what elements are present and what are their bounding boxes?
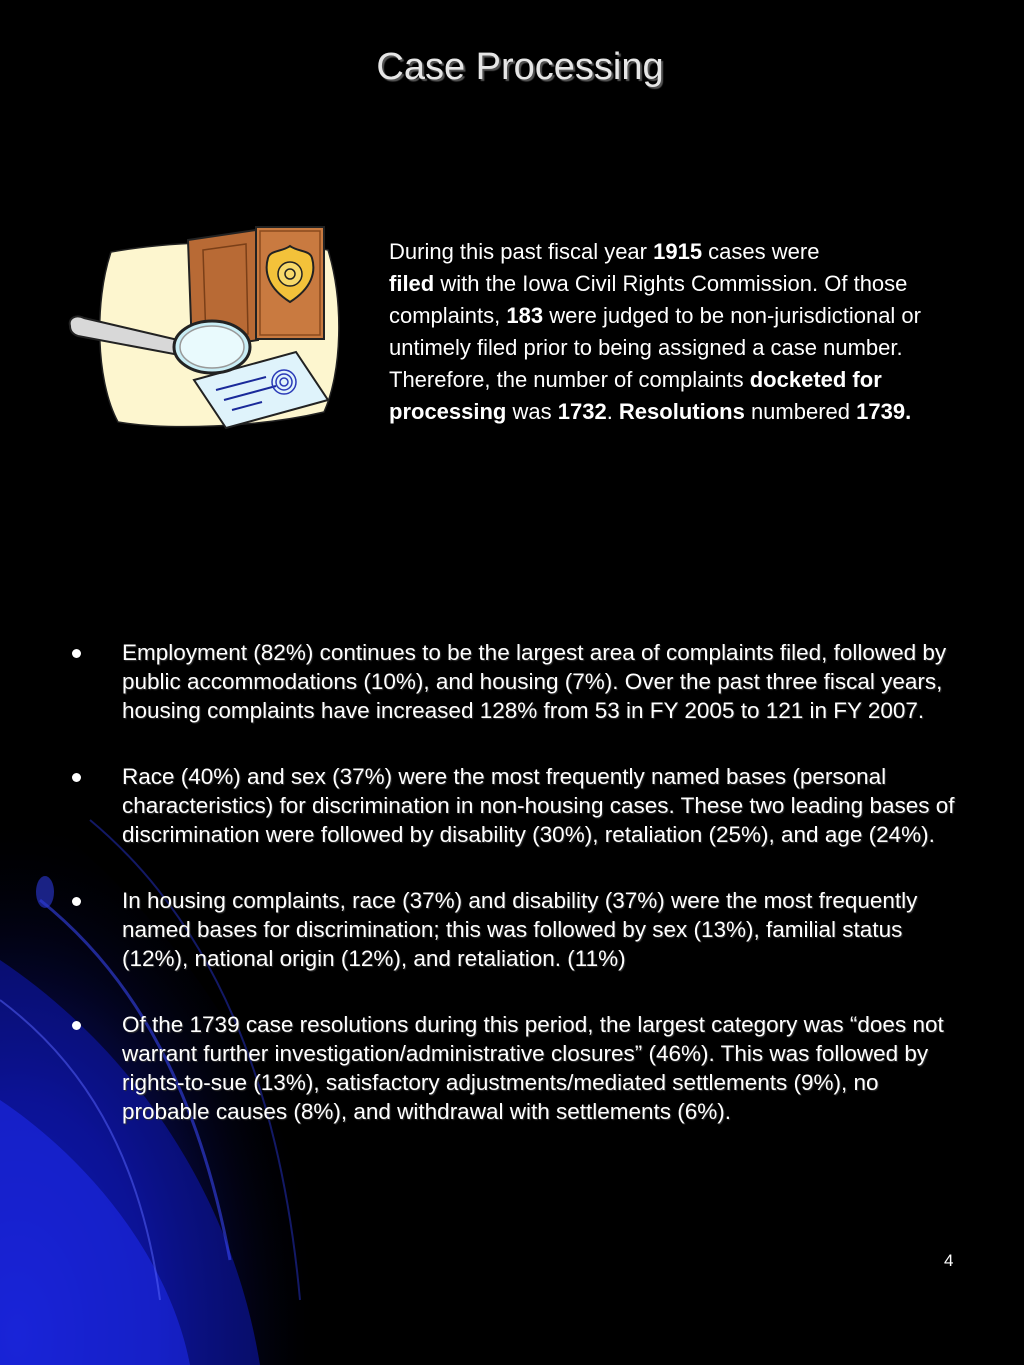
list-item: In housing complaints, race (37%) and disability (37%) were the most frequently named bases for discrimination; this was followed by sex (13%), familial status (12%), national origin (12%), and retaliation. (11%) [70, 886, 970, 973]
intro-paragraph: During this past fiscal year 1915 cases were filed with the Iowa Civil Rights Commission. Of those complaints, 183 were judged to be non-jurisdictional or untimely filed prior to being assigned a case number. Therefore, the number of complaints docketed for processing was 1732. Resolutions numbered 1739. [389, 239, 921, 424]
page-number: 4 [944, 1251, 954, 1270]
bullet-dot-icon [72, 1021, 81, 1030]
list-item: Race (40%) and sex (37%) were the most frequently named bases (personal characteristics) for discrimination in non-housing cases. These two leading bases of discrimination were followed by disability (30%), retaliation (25%), and age (24%). [70, 762, 970, 849]
list-item: Employment (82%) continues to be the largest area of complaints filed, followed by public accommodations (10%), and housing (7%). Over the past three fiscal years, housing complaints have increased 128% from 53 in FY 2005 to 121 in FY 2007. [70, 638, 970, 725]
findings-list [70, 638, 970, 1163]
list-item: Of the 1739 case resolutions during this period, the largest category was “does not warrant further investigation/administrative closures” (46%). This was followed by rights-to-sue (13%), satisfactory adjustments/mediated settlements (9%), no probable causes (8%), and withdrawal with settlements (6%). [70, 1010, 970, 1126]
bullet-dot-icon [72, 773, 81, 782]
bullet-dot-icon [72, 897, 81, 906]
investigation-clipart [66, 222, 346, 434]
bullet-dot-icon [72, 649, 81, 658]
slide-title: Case Processing [376, 46, 664, 88]
